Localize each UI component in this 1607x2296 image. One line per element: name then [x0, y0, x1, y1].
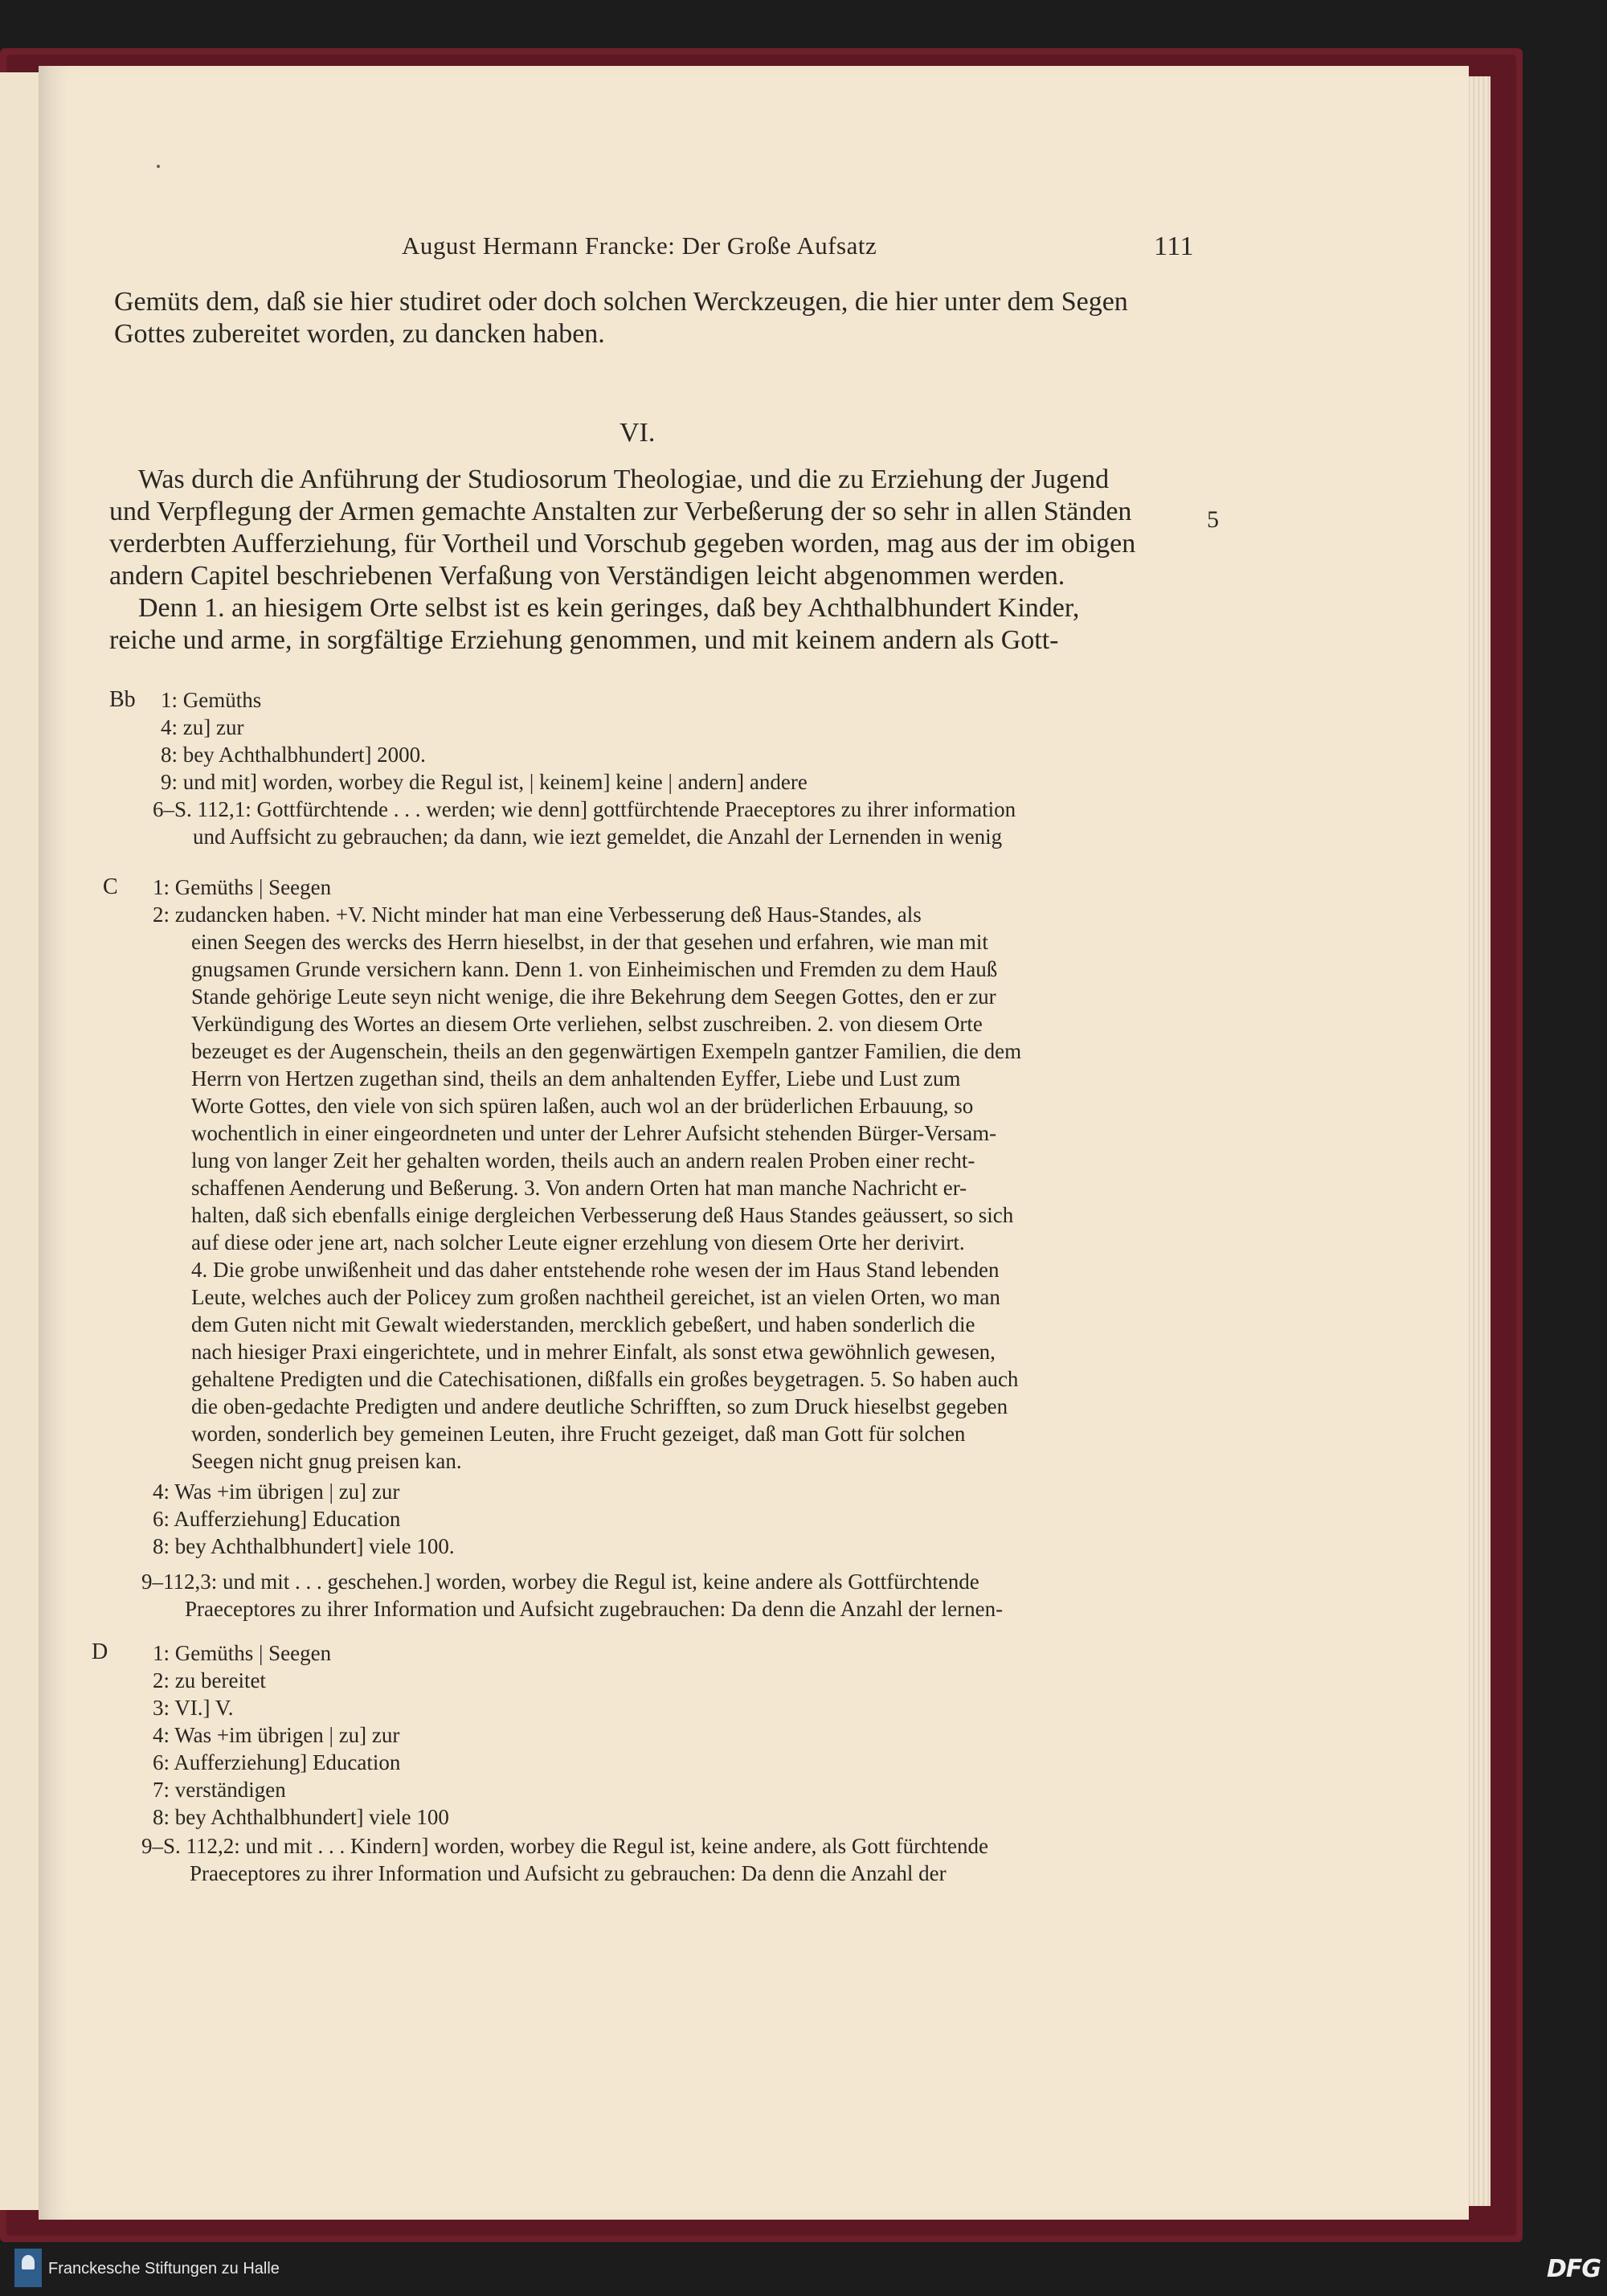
- apparatus-line: 9: und mit] worden, worbey die Regul ist, | keinem] keine | andern] andere: [161, 770, 808, 794]
- body-line: reiche und arme, in sorgfältige Erziehung genommen, und mit keinem andern als Gott-: [109, 625, 1059, 655]
- apparatus-line: 1: Gemüths: [161, 688, 262, 712]
- apparatus-line: Verkündigung des Wortes an diesem Orte verliehen, selbst zuschreiben. 2. von diesem Orte: [191, 1012, 983, 1036]
- apparatus-line: 4: zu] zur: [161, 715, 244, 739]
- apparatus-line: 7: verständigen: [153, 1778, 286, 1802]
- apparatus-line: 8: bey Achthalbhundert] viele 100: [153, 1805, 449, 1829]
- body-line: andern Capitel beschriebenen Verfaßung von Verständigen leicht abgenommen werden.: [109, 561, 1065, 591]
- margin-line-number: 5: [1207, 506, 1219, 533]
- apparatus-line: 6: Aufferziehung] Education: [153, 1507, 401, 1531]
- apparatus-line: und Auffsicht zu gebrauchen; da dann, wie iezt gemeldet, die Anzahl der Lernenden in wenig: [193, 825, 1003, 849]
- apparatus-line: wochentlich in einer eingeordneten und unter der Lehrer Aufsicht stehenden Bürger-Versam-: [191, 1121, 997, 1145]
- apparatus-line: 3: VI.] V.: [153, 1696, 234, 1720]
- apparatus-line: Leute, welches auch der Policey zum großen nachtheil gereichet, ist an vielen Orten, wo man: [191, 1285, 1000, 1309]
- apparatus-line: auf diese oder jene art, nach solcher Leute eigner erzehlung von diesem Orte her derivirt.: [191, 1230, 965, 1254]
- apparatus-line: bezeuget es der Augenschein, theils an den gegenwärtigen Exempeln gantzer Familien, die dem: [191, 1039, 1022, 1063]
- apparatus-line: nach hiesiger Praxi eingerichtete, und in mehrer Einfalt, als sonst etwa gewöhnlich gewesen,: [191, 1340, 996, 1364]
- page-number: 111: [1154, 231, 1194, 261]
- running-header-title: August Hermann Francke: Der Große Aufsatz: [402, 231, 877, 260]
- apparatus-line: 4. Die grobe unwißenheit und das daher entstehende rohe wesen der im Haus Stand lebenden: [191, 1258, 1000, 1282]
- body-line: verderbten Aufferziehung, für Vortheil und Vorschub gegeben worden, mag aus der im obigen: [109, 529, 1136, 559]
- dfg-logo: DFG: [1547, 2255, 1601, 2283]
- apparatus-line: 4: Was +im übrigen | zu] zur: [153, 1723, 400, 1747]
- page-speck: [157, 165, 160, 168]
- section-heading: VI.: [619, 418, 656, 448]
- apparatus-line: 8: bey Achthalbhundert] viele 100.: [153, 1534, 455, 1558]
- apparatus-line: 4: Was +im übrigen | zu] zur: [153, 1480, 400, 1504]
- apparatus-line: Praeceptores zu ihrer Information und Aufsicht zugebrauchen: Da denn die Anzahl der lernen-: [185, 1597, 1004, 1621]
- body-line: Gottes zubereitet worden, zu dancken haben.: [114, 319, 605, 349]
- body-line: Gemüts dem, daß sie hier studiret oder doch solchen Werckzeugen, die hier unter dem Segen: [114, 287, 1128, 317]
- apparatus-sigil-c: C: [103, 874, 118, 899]
- apparatus-line: Stande gehörige Leute seyn nicht wenige, die ihre Bekehrung dem Seegen Gottes, den er zur: [191, 984, 996, 1009]
- apparatus-line: Praeceptores zu ihrer Information und Aufsicht zu gebrauchen: Da denn die Anzahl der: [190, 1861, 947, 1885]
- body-line: und Verpflegung der Armen gemachte Anstalten zur Verbeßerung der so sehr in allen Ständen: [109, 497, 1132, 526]
- previous-page-edge: [0, 72, 39, 2210]
- apparatus-sigil-d: D: [92, 1639, 108, 1664]
- apparatus-line: Seegen nicht gnug preisen kan.: [191, 1449, 462, 1473]
- apparatus-line: 8: bey Achthalbhundert] 2000.: [161, 743, 426, 767]
- apparatus-line: 2: zu bereitet: [153, 1668, 266, 1692]
- apparatus-line: dem Guten nicht mit Gewalt wiederstanden, mercklich gebeßert, und haben sonderlich die: [191, 1312, 975, 1336]
- institution-name: Franckesche Stiftungen zu Halle: [48, 2260, 280, 2278]
- apparatus-line: gehaltene Predigten und die Catechisationen, dißfalls ein großes beygetragen. 5. So haben auch: [191, 1367, 1019, 1391]
- apparatus-line: die oben-gedachte Predigten und andere deutliche Schrifften, so zum Druck hieselbst gegeben: [191, 1394, 1008, 1418]
- apparatus-line: einen Seegen des wercks des Herrn hieselbst, in der that gesehen und erfahren, wie man mit: [191, 930, 988, 954]
- apparatus-line: lung von langer Zeit her gehalten worden, theils auch an andern realen Proben einer recht-: [191, 1148, 975, 1173]
- apparatus-line: 2: zudancken haben. +V. Nicht minder hat man eine Verbesserung deß Haus-Standes, als: [153, 902, 922, 927]
- apparatus-line: gnugsamen Grunde versichern kann. Denn 1. von Einheimischen und Fremden zu dem Hauß: [191, 957, 998, 981]
- apparatus-line: halten, daß sich ebenfalls einige dergleichen Verbesserung deß Haus Standes geäussert, so sich: [191, 1203, 1014, 1227]
- institution-logo-icon: [14, 2249, 42, 2287]
- apparatus-line: schaffenen Aenderung und Beßerung. 3. Von andern Orten hat man manche Nachricht er-: [191, 1176, 967, 1200]
- apparatus-line: 6: Aufferziehung] Education: [153, 1750, 401, 1774]
- apparatus-line: 1: Gemüths | Seegen: [153, 1641, 332, 1665]
- apparatus-line: 9–112,3: und mit . . . geschehen.] worden, worbey die Regul ist, keine andere als Gottfürchtende: [141, 1570, 979, 1594]
- body-line: Denn 1. an hiesigem Orte selbst ist es kein geringes, daß bey Achthalbhundert Kinder,: [138, 593, 1080, 623]
- body-line: Was durch die Anführung der Studiosorum Theologiae, und die zu Erziehung der Jugend: [138, 465, 1110, 494]
- apparatus-line: Worte Gottes, den viele von sich spüren laßen, auch wol an der brüderlichen Erbauung, so: [191, 1094, 974, 1118]
- apparatus-line: 1: Gemüths | Seegen: [153, 875, 332, 899]
- apparatus-line: 9–S. 112,2: und mit . . . Kindern] worden, worbey die Regul ist, keine andere, als Gott fürchtende: [141, 1834, 989, 1858]
- apparatus-sigil-bb: Bb: [109, 687, 136, 712]
- apparatus-line: Herrn von Hertzen zugethan sind, theils an dem anhaltenden Eyffer, Liebe und Lust zum: [191, 1066, 961, 1091]
- apparatus-line: worden, sonderlich bey gemeinen Leuten, ihre Frucht gezeiget, daß man Gott für solchen: [191, 1422, 966, 1446]
- apparatus-line: 6–S. 112,1: Gottfürchtende . . . werden; wie denn] gottfürchtende Praeceptores zu ihrer information: [153, 797, 1016, 821]
